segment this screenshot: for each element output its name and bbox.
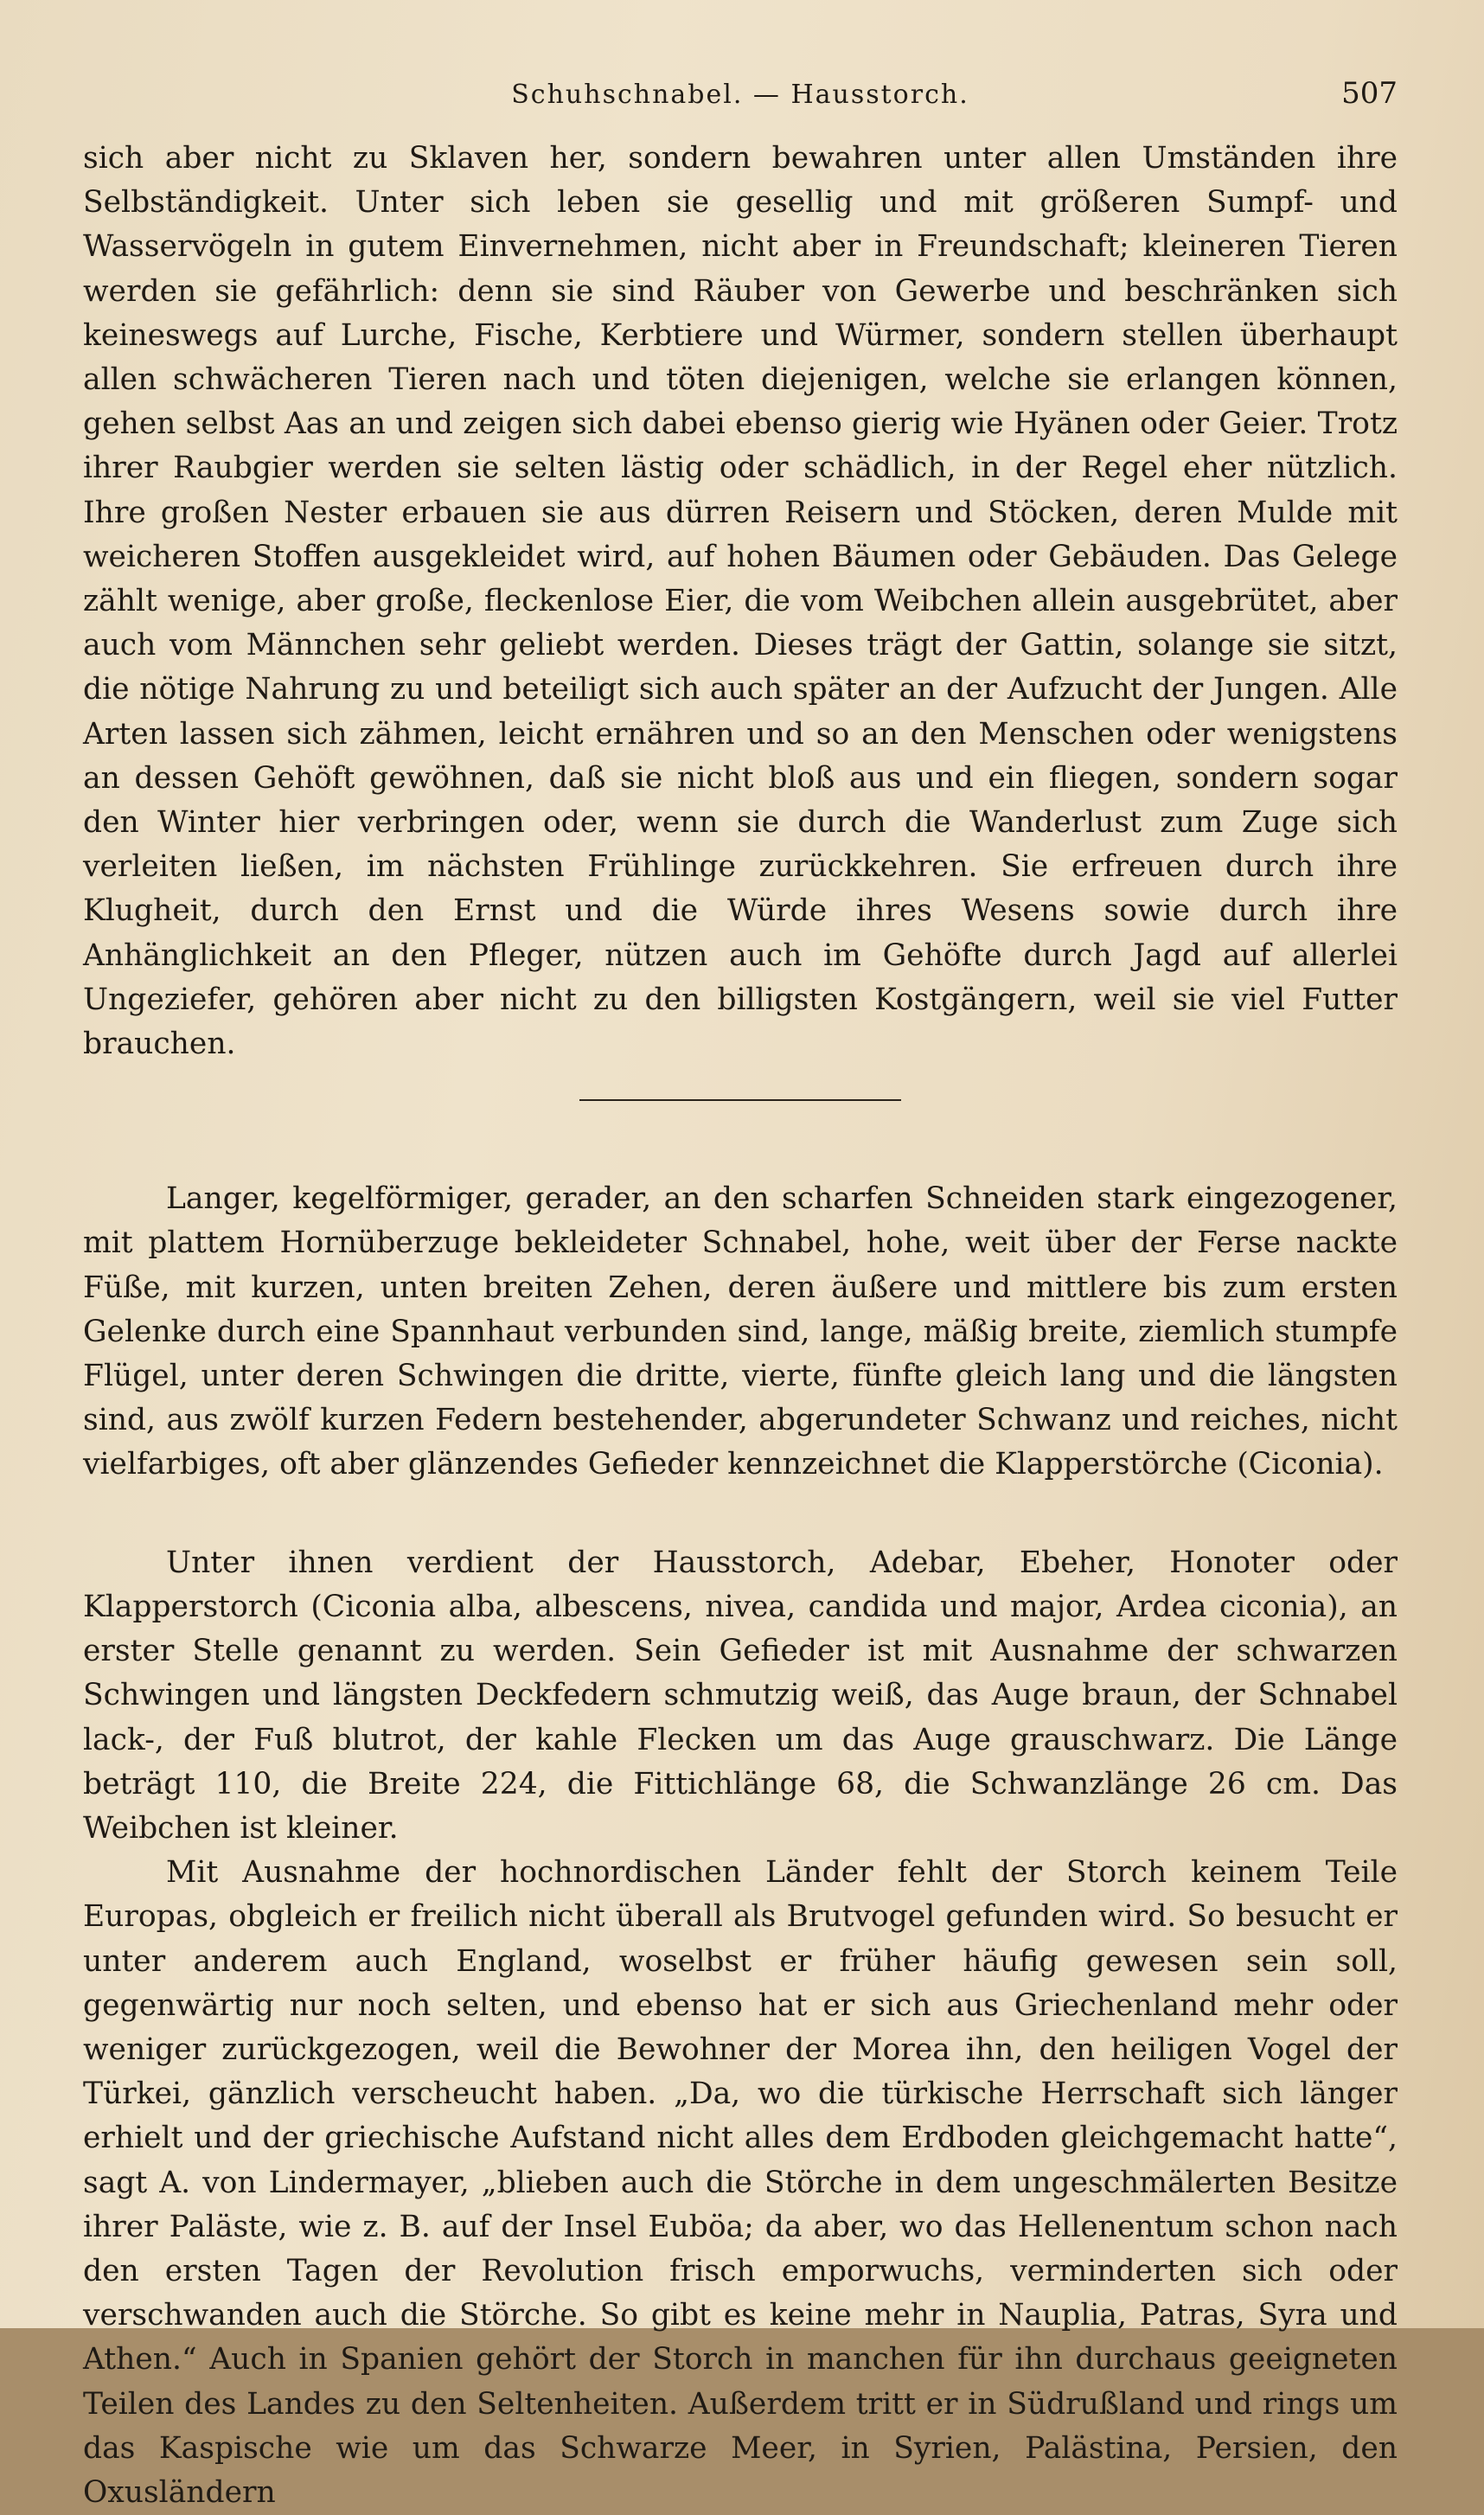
paragraph-white-stork-description: Unter ihnen verdient der Hausstorch, Adebar, Ebeher, Honoter oder Klapperstorch (Ciconia alba, albescens, nivea, candida und major, Ardea ciconia), an erster Stelle genannt zu werden. Sein Gefieder ist mit Ausnahme der schwarzen Schwingen und längsten Deckfedern schmutzig weiß, das Auge braun, der Schnabel lack-, der Fuß blutrot, der kahle Flecken um das Auge grauschwarz. Die Länge beträgt 110, die Breite 224, die Fittichlänge 68, die Schwanzlänge 26 cm. Das Weibchen ist kleiner.: [83, 1545, 1398, 1846]
page-body: [83, 137, 1398, 2515]
page-header: [83, 76, 1398, 128]
running-head: Schuhschnabel. — Hausstorch.: [511, 80, 969, 110]
paragraph-storks-behavior: sich aber nicht zu Sklaven her, sondern bewahren unter allen Umständen ihre Selbständigkeit. Unter sich leben sie gesellig und mit größeren Sumpf- und Wasservögeln in gutem Einvernehmen, nicht aber in Freundschaft; kleineren Tieren werden sie gefährlich: denn sie sind Räuber von Gewerbe und beschränken sich keineswegs auf Lurche, Fische, Kerbtiere und Würmer, sondern stellen überhaupt allen schwächeren Tieren nach und töten diejenigen, welche sie erlangen können, gehen selbst Aas an und zeigen sich dabei ebenso gierig wie Hyänen oder Geier. Trotz ihrer Raubgier werden sie selten lästig oder schädlich, in der Regel eher nützlich. Ihre großen Nester erbauen sie aus dürren Reisern und Stöcken, deren Mulde mit weicheren Stoffen ausgekleidet wird, auf hohen Bäumen oder Gebäuden. Das Gelege zählt wenige, aber große, fleckenlose Eier, die vom Weibchen allein ausgebrütet, aber auch vom Männchen sehr geliebt werden. Dieses trägt der Gattin, solange sie sitzt, die nötige Nahrung zu und beteiligt sich auch später an der Aufzucht der Jungen. Alle Arten lassen sich zähmen, leicht ernähren und so an den Menschen oder wenigstens an dessen Gehöft gewöhnen, daß sie nicht bloß aus und ein fliegen, sondern sogar den Winter hier verbringen oder, wenn sie durch die Wanderlust zum Zuge sich verleiten ließen, im nächsten Frühlinge zurückkehren. Sie erfreuen durch ihre Klugheit, durch den Ernst und die Würde ihres Wesens sowie durch ihre Anhänglichkeit an den Pfleger, nützen auch im Gehöfte durch Jagd auf allerlei Ungeziefer, gehören aber nicht zu den billigsten Kostgängern, weil sie viel Futter brauchen.: [83, 141, 1398, 1062]
paragraph-genus-description: Langer, kegelförmiger, gerader, an den scharfen Schneiden stark eingezogener, mit plattem Hornüberzuge bekleideter Schnabel, hohe, weit über der Ferse nackte Füße, mit kurzen, unten breiten Zehen, deren äußere und mittlere bis zum ersten Gelenke durch eine Spannhaut verbunden sind, lange, mäßig breite, ziemlich stumpfe Flügel, unter deren Schwingen die dritte, vierte, fünfte gleich lang und die längsten sind, aus zwölf kurzen Federn bestehender, abgerundeter Schwanz und reiches, nicht vielfarbiges, oft aber glänzendes Gefieder kennzeichnet die Klapperstörche (Ciconia).: [83, 1181, 1398, 1482]
paragraph-gap: [83, 1488, 1398, 1541]
page-number: 507: [1341, 76, 1398, 111]
section-divider: [579, 1099, 901, 1101]
paragraph-distribution: Mit Ausnahme der hochnordischen Länder fehlt der Storch keinem Teile Europas, obgleich er freilich nicht überall als Brutvogel gefunden wird. So besucht er unter anderem auch England, woselbst er früher häufig gewesen sein soll, gegenwärtig nur noch selten, und ebenso hat er sich aus Griechenland mehr oder weniger zurückgezogen, weil die Bewohner der Morea ihn, den heiligen Vogel der Türkei, gänzlich verscheucht haben. „Da, wo die türkische Herrschaft sich länger erhielt und der griechische Aufstand nicht alles dem Erdboden gleichgemacht hatte“, sagt A. von Lindermayer, „blieben auch die Störche in dem ungeschmälerten Besitze ihrer Paläste, wie z. B. auf der Insel Euböa; da aber, wo das Hellenentum schon nach den ersten Tagen der Revolution frisch emporwuchs, verminderten sich oder verschwanden auch die Störche. So gibt es keine mehr in Nauplia, Patras, Syra und Athen.“ Auch in Spanien gehört der Storch in manchen für ihn durchaus geeigneten Teilen des Landes zu den Seltenheiten. Außerdem tritt er in Südrußland und rings um das Kaspische wie um das Schwarze Meer, in Syrien, Palästina, Persien, den Oxusländern: [83, 1855, 1398, 2510]
